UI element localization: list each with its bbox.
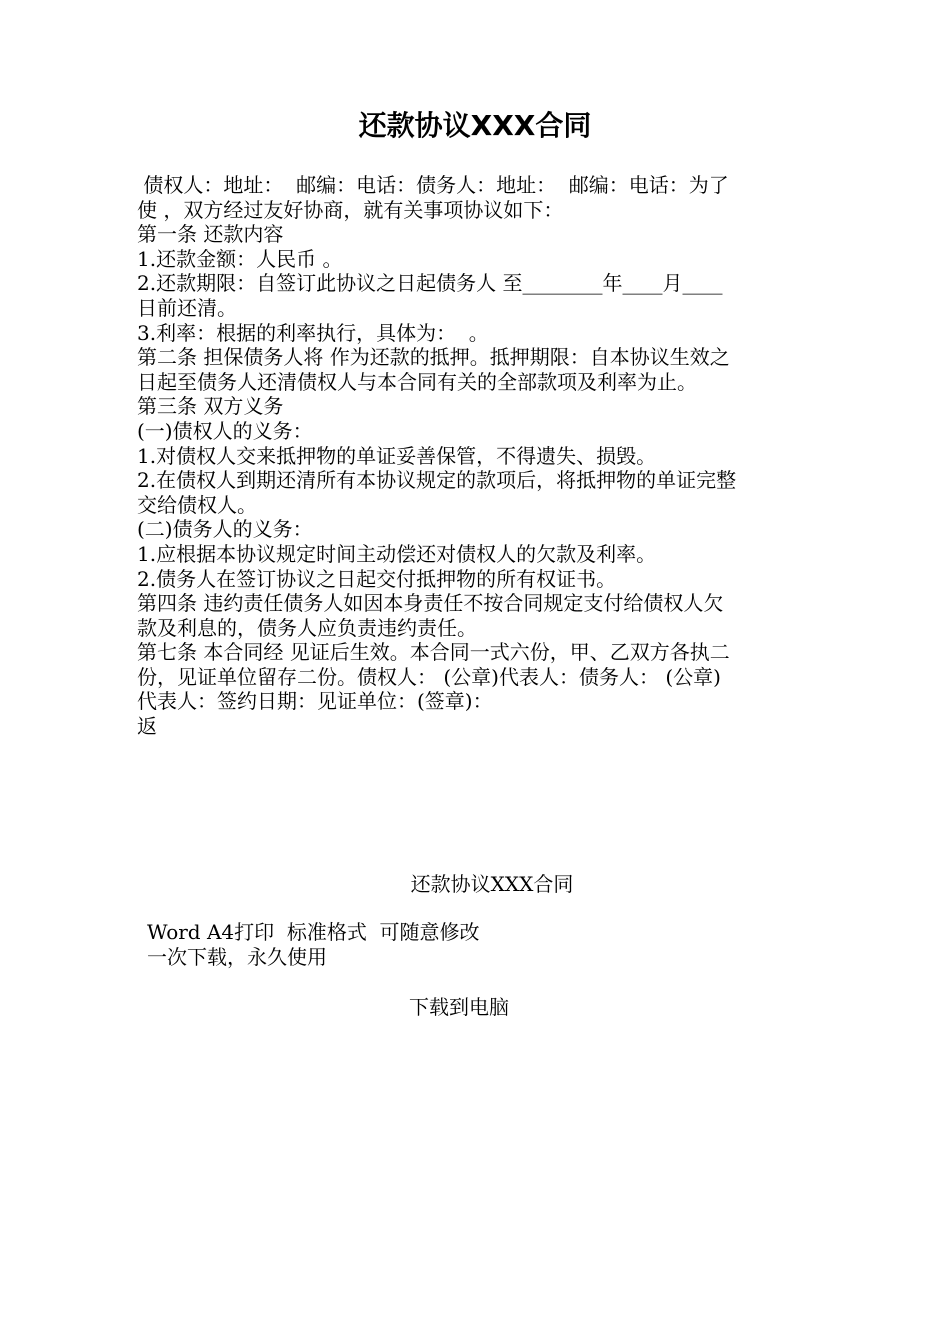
body-line: 2.在债权人到期还清所有本协议规定的款项后，将抵押物的单证完整 [137,468,737,493]
body-line: 交给债权人。 [137,492,257,517]
download-link[interactable]: 下载到电脑 [409,995,509,1019]
body-line: (一)债权人的义务： [137,418,313,443]
body-line: 代表人：签约日期：见证单位：(签章)： [137,689,493,714]
body-line: 3.利率：根据的利率执行，具体为： 。 [137,320,489,345]
body-line: 2.债务人在签订协议之日起交付抵押物的所有权证书。 [137,566,617,591]
contract-body [137,173,817,739]
body-line: 债权人：地址： 邮编：电话：债务人：地址： 邮编：电话：为了 [137,173,729,197]
body-line: 第四条 违约责任债务人如因本身责任不按合同规定支付给债权人欠 [137,591,724,616]
body-line: (二)债务人的义务： [137,517,313,542]
promo-features: Word A4打印 标准格式 可随意修改 [147,920,480,944]
promo-once: 一次下载，永久使用 [147,945,327,969]
body-line: 第三条 双方义务 [137,394,284,419]
body-line: 第二条 担保债务人将 作为还款的抵押。抵押期限：自本协议生效之 [137,345,730,370]
body-line: 返 [137,714,157,739]
body-line: 日前还清。 [137,295,237,320]
document-title: 还款协议XXX合同 [358,109,592,142]
body-line: 1.对债权人交来抵押物的单证妥善保管，不得遗失、损毁。 [137,443,657,468]
body-line: 份，见证单位留存二份。债权人： (公章)代表人：债务人： (公章) [137,664,721,689]
body-line: 1.还款金额：人民币 。 [137,246,343,271]
body-line: 日起至债务人还清债权人与本合同有关的全部款项及利率为止。 [137,369,697,394]
body-line: 第一条 还款内容 [137,222,284,247]
body-line: 2.还款期限：自签订此协议之日起债务人 至________年____月____ [137,271,723,296]
body-line: 款及利息的，债务人应负责违约责任。 [137,615,477,640]
body-line: 第七条 本合同经 见证后生效。本合同一式六份，甲、乙双方各执二 [137,640,730,665]
promo-title: 还款协议XXX合同 [410,872,574,896]
body-line: 1.应根据本协议规定时间主动偿还对债权人的欠款及利率。 [137,541,657,566]
body-line: 使 ，双方经过友好协商，就有关事项协议如下： [137,197,564,222]
